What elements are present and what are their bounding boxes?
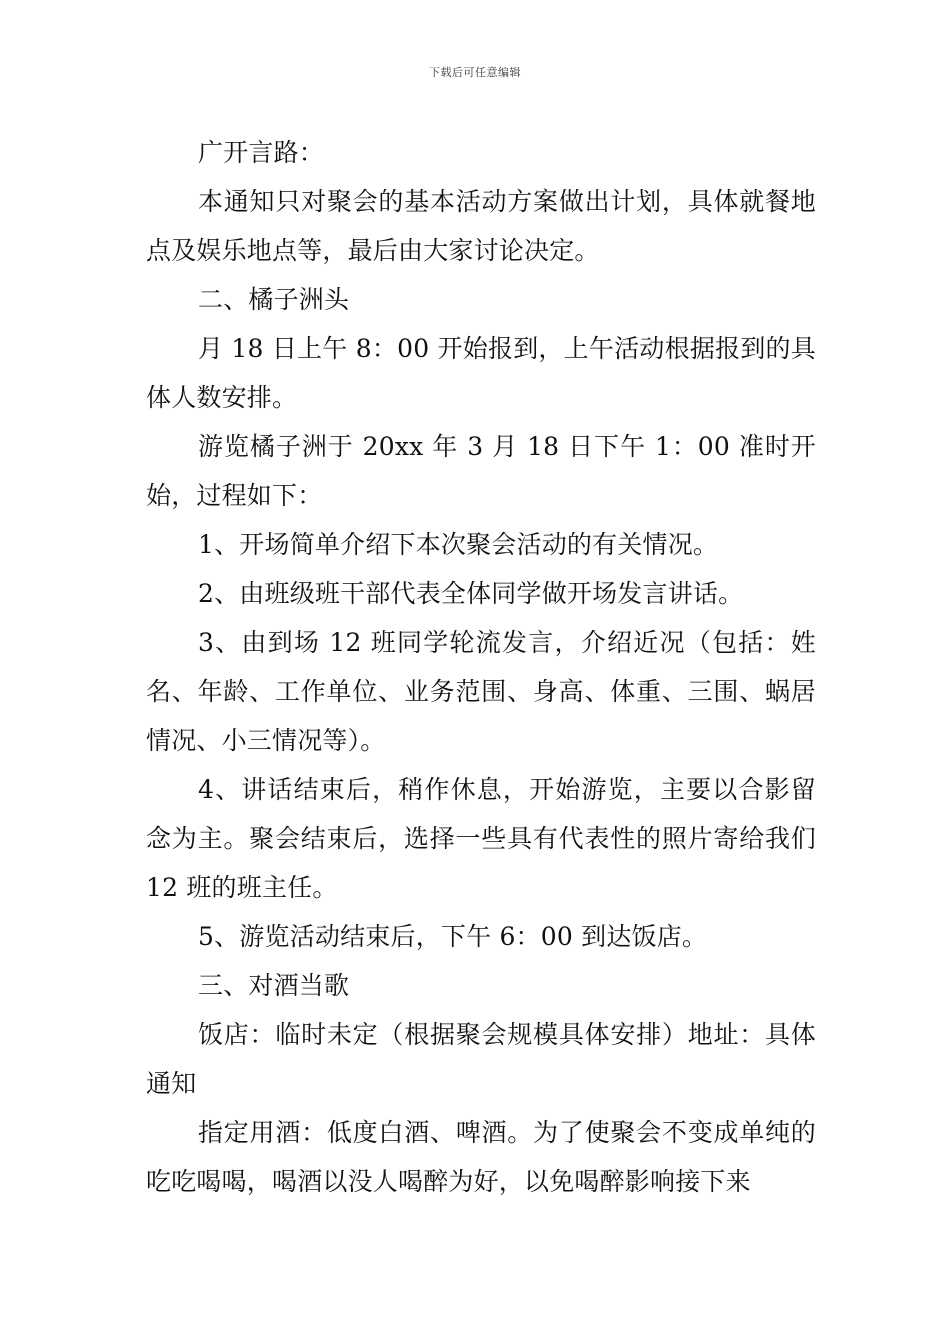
document-body xyxy=(146,128,816,1206)
paragraph-drinks: 指定用酒：低度白酒、啤酒。为了使聚会不变成单纯的吃吃喝喝，喝酒以没人喝醉为好，以免喝醉影响接下来 xyxy=(146,1118,816,1196)
list-item-5: 5、游览活动结束后，下午 6：00 到达饭店。 xyxy=(198,922,708,951)
list-item-2: 2、由班级班干部代表全体同学做开场发言讲话。 xyxy=(198,579,744,608)
paragraph-tour-start: 游览橘子洲于 20xx 年 3 月 18 日下午 1：00 准时开始，过程如下： xyxy=(146,432,816,510)
section-heading-3: 三、对酒当歌 xyxy=(198,971,350,1000)
list-item-4: 4、讲话结束后，稍作休息，开始游览，主要以合影留念为主。聚会结束后，选择一些具有代表性的照片寄给我们 12 班的班主任。 xyxy=(146,775,816,902)
paragraph-notice: 本通知只对聚会的基本活动方案做出计划，具体就餐地点及娱乐地点等，最后由大家讨论决定。 xyxy=(146,187,816,265)
paragraph-restaurant: 饭店：临时未定（根据聚会规模具体安排）地址：具体通知 xyxy=(146,1020,816,1098)
page-header-note: 下载后可任意编辑 xyxy=(429,66,521,79)
paragraph-intro-heading: 广开言路： xyxy=(198,138,325,167)
list-item-1: 1、开场简单介绍下本次聚会活动的有关情况。 xyxy=(198,530,719,559)
section-heading-2: 二、橘子洲头 xyxy=(198,285,350,314)
paragraph-checkin: 月 18 日上午 8：00 开始报到，上午活动根据报到的具体人数安排。 xyxy=(146,334,816,412)
list-item-3: 3、由到场 12 班同学轮流发言，介绍近况（包括：姓名、年龄、工作单位、业务范围、身高、体重、三围、蜗居情况、小三情况等）。 xyxy=(146,628,816,755)
